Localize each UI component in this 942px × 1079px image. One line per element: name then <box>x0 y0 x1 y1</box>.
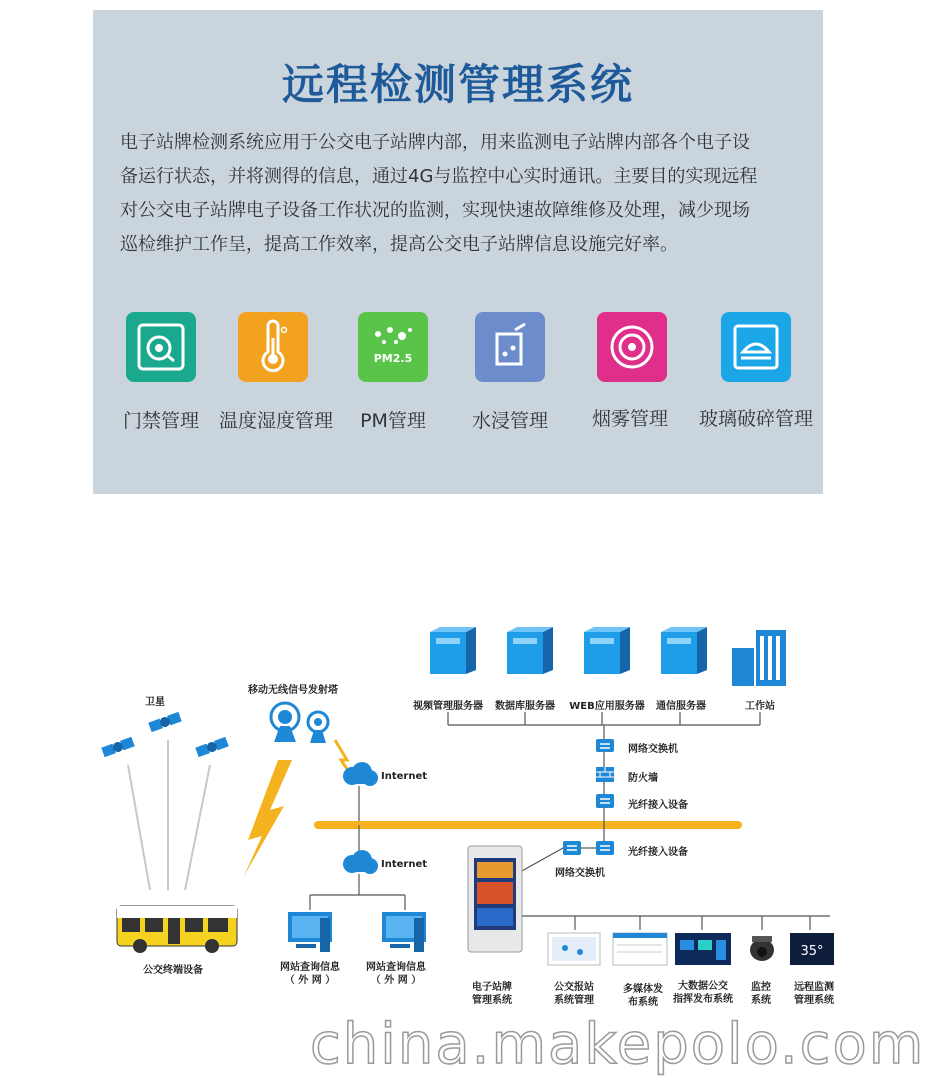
web-query-label: 网站查询信息 <box>280 962 340 973</box>
computer-icon <box>382 912 426 952</box>
bus-label: 公交终端设备 <box>143 965 203 976</box>
module-label: 指挥发布系统 <box>673 994 733 1005</box>
switch-label: 网络交换机 <box>555 868 605 879</box>
fiber-label: 光纤接入设备 <box>628 847 688 858</box>
description <box>120 126 810 262</box>
web-query-sublabel: （ 外 网 ） <box>370 975 422 986</box>
switch-icon <box>563 841 581 855</box>
description-line: 备运行状态，并将测得的信息，通过4G与监控中心实时通讯。主要目的实现远程 <box>120 166 758 187</box>
thermometer-icon <box>238 312 308 382</box>
kiosk-icon <box>468 846 522 952</box>
module-label: 布系统 <box>628 997 658 1008</box>
signal-bolt-icon <box>244 760 292 876</box>
camera-icon <box>750 936 774 961</box>
satellite-label: 卫星 <box>145 697 165 708</box>
tower-icon <box>271 703 328 743</box>
firewall-label: 防火墙 <box>628 773 658 784</box>
module-screen-icon <box>675 933 731 965</box>
description-line: 对公交电子站牌电子设备工作状况的监测，实现快速故障维修及处理，减少现场 <box>120 200 750 221</box>
module-label: 管理系统 <box>472 995 512 1006</box>
intro-panel <box>93 10 823 494</box>
pm25-label: PM2.5 <box>373 352 413 365</box>
feature-label: PM管理 <box>360 410 426 432</box>
server-icon <box>584 627 630 674</box>
module-label: 远程监测 <box>794 982 834 993</box>
module-screen-icon <box>613 933 667 965</box>
server-icon <box>661 627 707 674</box>
internet-label: Internet <box>381 859 428 870</box>
glass-icon <box>721 312 791 382</box>
pm25-icon <box>358 312 428 382</box>
module-label: 多媒体发 <box>623 984 663 995</box>
smoke-icon <box>597 312 667 382</box>
switch-label: 网络交换机 <box>628 744 678 755</box>
cloud-icon <box>343 850 378 874</box>
page-title: 远程检测管理系统 <box>281 60 634 109</box>
server-icon <box>507 627 553 674</box>
water-icon <box>475 312 545 382</box>
module-label: 系统 <box>751 995 771 1006</box>
monitor-screen-icon <box>790 933 834 965</box>
firewall-icon <box>596 767 614 782</box>
watermark: china.makepolo.com <box>310 1012 926 1077</box>
web-query-sublabel: （ 外 网 ） <box>284 975 336 986</box>
description-line: 巡检维护工作呈，提高工作效率，提高公交电子站牌信息设施完好率。 <box>120 234 678 255</box>
server-icon <box>430 627 476 674</box>
server-label: 通信服务器 <box>656 701 706 712</box>
fiber-label: 光纤接入设备 <box>628 800 688 811</box>
network-diagram <box>0 600 942 1079</box>
feature-label: 水浸管理 <box>471 410 548 432</box>
tower-label: 移动无线信号发射塔 <box>248 685 338 696</box>
bus-icon <box>117 906 237 953</box>
server-label: WEB应用服务器 <box>569 701 645 712</box>
module-screen-icon <box>548 933 600 965</box>
internet-label: Internet <box>381 771 428 782</box>
module-label: 电子站牌 <box>472 982 512 993</box>
switch-icon <box>596 739 614 752</box>
feature-label: 玻璃破碎管理 <box>698 408 813 430</box>
screen-reading: 35° <box>800 944 824 959</box>
module-label: 管理系统 <box>794 995 834 1006</box>
fiber-icon <box>596 794 614 808</box>
computer-icon <box>288 912 332 952</box>
feature-label: 烟雾管理 <box>591 408 668 430</box>
cloud-icon <box>343 762 378 786</box>
door-access-icon <box>126 312 196 382</box>
server-label: 数据库服务器 <box>495 701 555 712</box>
feature-label: 温度湿度管理 <box>218 410 333 432</box>
module-label: 监控 <box>751 982 771 993</box>
module-label: 系统管理 <box>554 995 594 1006</box>
description-line: 电子站牌检测系统应用于公交电子站牌内部，用来监测电子站牌内部各个电子设 <box>120 132 750 153</box>
server-label: 视频管理服务器 <box>413 701 483 712</box>
feature-label: 门禁管理 <box>122 410 199 432</box>
fiber-icon <box>596 841 614 855</box>
building-icon <box>732 630 786 686</box>
module-label: 大数据公交 <box>678 981 728 992</box>
satellite-icon <box>101 712 228 757</box>
web-query-label: 网站查询信息 <box>366 962 426 973</box>
module-label: 公交报站 <box>554 982 594 993</box>
workstation-label: 工作站 <box>745 701 775 712</box>
